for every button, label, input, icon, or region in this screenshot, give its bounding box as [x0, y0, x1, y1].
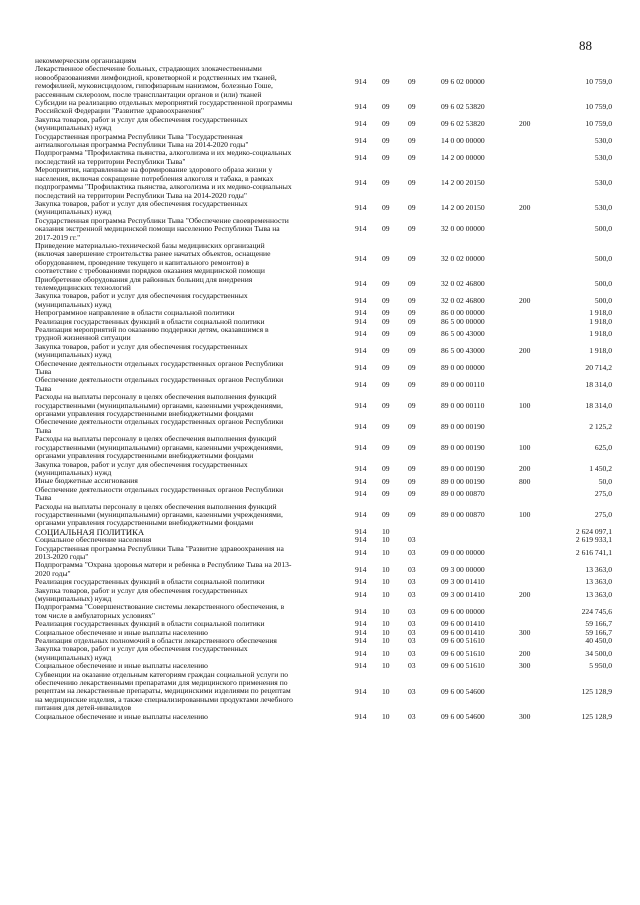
row-section-code: 10	[382, 619, 390, 629]
row-name: Государственная программа Республики Тыва "Обеспечение своевременности оказания экстренной медицинской помощи населению Республики Тыва на 2017-2019 гг."	[35, 215, 289, 242]
row-section-code: 10	[382, 535, 390, 545]
row-name: СОЦИАЛЬНАЯ ПОЛИТИКА	[35, 526, 145, 537]
row-name: Обеспечение деятельности отдельных государственных органов Республики Тыва	[35, 484, 284, 503]
row-subsection-code: 09	[408, 329, 416, 339]
row-section-code: 09	[382, 177, 390, 187]
table-row	[0, 200, 640, 217]
row-subsection-code: 09	[408, 135, 416, 145]
row-ministry-code: 914	[355, 77, 367, 87]
row-name: Расходы на выплаты персоналу в целях обеспечения выполнения функций государственными (муниципальными) органами, казенными учреждениями, органами управления государственными внебюджетными фондами	[35, 501, 283, 528]
row-name: Иные бюджетные ассигнования	[35, 476, 138, 486]
row-amount: 125 128,9	[581, 711, 612, 721]
row-article-code: 86 0 00 00000	[441, 308, 485, 318]
row-article-code: 14 0 00 00000	[441, 135, 485, 145]
row-subsection-code: 03	[408, 535, 416, 545]
row-article-code: 09 6 00 01410	[441, 627, 485, 637]
row-ministry-code: 914	[355, 362, 367, 372]
row-amount: 20 714,2	[585, 362, 612, 372]
budget-table	[0, 57, 640, 721]
row-article-code: 09 3 00 00000	[441, 564, 485, 574]
row-name: Социальное обеспечение и иные выплаты населению	[35, 627, 208, 637]
row-name: Закупка товаров, работ и услуг для обеспечения государственных (муниципальных) нужд	[35, 459, 248, 477]
row-name: Реализация государственных функций в области социальной политики	[35, 577, 265, 587]
row-section-code: 09	[382, 476, 390, 486]
row-subsection-code: 03	[408, 589, 416, 599]
row-subsection-code: 09	[408, 203, 416, 213]
table-row	[0, 99, 640, 116]
row-amount: 530,0	[594, 152, 612, 162]
page-number: 88	[579, 38, 592, 53]
row-article-code: 89 0 00 00870	[441, 509, 485, 519]
row-section-code: 09	[382, 329, 390, 339]
row-amount: 1 450,2	[589, 463, 612, 473]
row-subsection-code: 03	[408, 627, 416, 637]
row-article-code: 09 3 00 01410	[441, 589, 485, 599]
table-row	[0, 713, 640, 721]
row-subsection-code: 09	[408, 400, 416, 410]
row-ministry-code: 914	[355, 316, 367, 326]
row-subsection-code: 03	[408, 711, 416, 721]
row-name: Подпрограмма "Охрана здоровья матери и ребенка в Республике Тыва на 2013- 2020 годы"	[35, 560, 292, 578]
row-section-code: 09	[382, 346, 390, 356]
table-row	[0, 343, 640, 360]
row-article-code: 14 2 00 20150	[441, 203, 485, 213]
row-article-code: 32 0 02 46800	[441, 295, 485, 305]
row-section-code: 09	[382, 362, 390, 372]
row-subsection-code: 03	[408, 577, 416, 587]
row-ministry-code: 914	[355, 606, 367, 616]
row-amount: 10 759,0	[585, 77, 612, 87]
row-ministry-code: 914	[355, 547, 367, 557]
row-ministry-code: 914	[355, 627, 367, 637]
table-row	[0, 603, 640, 620]
row-section-code: 10	[382, 564, 390, 574]
row-amount: 275,0	[594, 509, 612, 519]
row-ministry-code: 914	[355, 278, 367, 288]
row-ministry-code: 914	[355, 421, 367, 431]
row-name: Реализация государственных функций в области социальной политики	[35, 619, 265, 629]
row-name: Приведение материально-технической базы медицинских организаций (включая завершение строительства ранее начатых объектов, оснащение оборудованием, проведение текущего и капитального ремонтов) в соответствие с требованиями порядков оказания медицинской помощи	[35, 240, 271, 276]
row-amount: 500,0	[594, 253, 612, 263]
row-amount: 18 314,0	[585, 379, 612, 389]
row-name: Закупка товаров, работ и услуг для обеспечения государственных (муниципальных) нужд	[35, 585, 248, 603]
table-row	[0, 503, 640, 528]
row-subsection-code: 09	[408, 253, 416, 263]
row-amount: 530,0	[594, 203, 612, 213]
row-expense-type-code: 200	[519, 119, 531, 129]
row-article-code: 09 6 02 00000	[441, 77, 485, 87]
row-article-code: 09 6 00 00000	[441, 606, 485, 616]
row-amount: 2 619 933,1	[575, 535, 612, 545]
table-row	[0, 545, 640, 562]
table-row	[0, 116, 640, 133]
row-ministry-code: 914	[355, 203, 367, 213]
row-ministry-code: 914	[355, 564, 367, 574]
row-section-code: 09	[382, 135, 390, 145]
row-subsection-code: 03	[408, 564, 416, 574]
row-subsection-code: 09	[408, 463, 416, 473]
row-expense-type-code: 200	[519, 463, 531, 473]
row-ministry-code: 914	[355, 135, 367, 145]
row-ministry-code: 914	[355, 636, 367, 646]
row-section-code: 09	[382, 224, 390, 234]
row-section-code: 09	[382, 488, 390, 498]
row-subsection-code: 09	[408, 362, 416, 372]
table-row	[0, 133, 640, 150]
row-section-code: 10	[382, 606, 390, 616]
row-amount: 50,0	[598, 476, 612, 486]
row-name: Социальное обеспечение населения	[35, 535, 152, 545]
row-section-code: 09	[382, 295, 390, 305]
row-amount: 500,0	[594, 278, 612, 288]
table-row	[0, 435, 640, 460]
row-name: Обеспечение деятельности отдельных государственных органов Республики Тыва	[35, 358, 284, 377]
table-row	[0, 418, 640, 435]
row-ministry-code: 914	[355, 686, 367, 696]
row-ministry-code: 914	[355, 648, 367, 658]
row-ministry-code: 914	[355, 329, 367, 339]
row-subsection-code: 03	[408, 686, 416, 696]
row-article-code: 89 0 00 00190	[441, 421, 485, 431]
table-row	[0, 461, 640, 478]
row-ministry-code: 914	[355, 661, 367, 671]
row-ministry-code: 914	[355, 346, 367, 356]
row-article-code: 89 0 00 00870	[441, 488, 485, 498]
row-name: Непрограммное направление в области социальной политики	[35, 308, 235, 318]
row-section-code: 09	[382, 379, 390, 389]
row-article-code: 14 2 00 00000	[441, 152, 485, 162]
row-ministry-code: 914	[355, 509, 367, 519]
row-amount: 59 166,7	[585, 619, 612, 629]
row-ministry-code: 914	[355, 177, 367, 187]
row-name: Обеспечение деятельности отдельных государственных органов Республики Тыва	[35, 417, 284, 435]
row-ministry-code: 914	[355, 102, 367, 112]
table-row	[0, 242, 640, 276]
row-name: Подпрограмма "Совершенствование системы лекарственного обеспечения, в том числе в амбулаторных условиях"	[35, 602, 285, 620]
row-amount: 34 500,0	[585, 648, 612, 658]
table-row	[0, 292, 640, 309]
row-subsection-code: 09	[408, 379, 416, 389]
row-expense-type-code: 100	[519, 400, 531, 410]
row-article-code: 09 6 00 51610	[441, 661, 485, 671]
row-section-code: 09	[382, 400, 390, 410]
row-ministry-code: 914	[355, 308, 367, 318]
row-amount: 2 125,2	[589, 421, 612, 431]
table-row	[0, 393, 640, 418]
row-subsection-code: 03	[408, 636, 416, 646]
row-expense-type-code: 100	[519, 442, 531, 452]
table-row	[0, 65, 640, 99]
row-amount: 2 624 097,1	[575, 526, 612, 536]
table-row	[0, 486, 640, 503]
row-section-code: 09	[382, 308, 390, 318]
row-amount: 530,0	[594, 177, 612, 187]
row-name: Закупка товаров, работ и услуг для обеспечения государственных (муниципальных) нужд	[35, 198, 248, 217]
row-amount: 10 759,0	[585, 102, 612, 112]
row-amount: 1 918,0	[589, 329, 612, 339]
row-subsection-code: 09	[408, 77, 416, 87]
row-name: Подпрограмма "Профилактика пьянства, алкоголизма и их медико-социальных последствий на территории Республики Тыва"	[35, 148, 292, 166]
row-name: некоммерческим организациям	[35, 56, 137, 65]
row-expense-type-code: 200	[519, 648, 531, 658]
row-article-code: 86 5 00 43000	[441, 329, 485, 339]
table-row	[0, 276, 640, 293]
row-subsection-code: 09	[408, 421, 416, 431]
table-row	[0, 166, 640, 200]
row-ministry-code: 914	[355, 577, 367, 587]
row-amount: 2 616 741,1	[575, 547, 612, 557]
row-amount: 13 363,0	[585, 589, 612, 599]
row-subsection-code: 09	[408, 442, 416, 452]
row-expense-type-code: 300	[519, 711, 531, 721]
row-amount: 10 759,0	[585, 119, 612, 129]
row-section-code: 09	[382, 77, 390, 87]
table-row	[0, 326, 640, 343]
row-ministry-code: 914	[355, 526, 367, 536]
row-ministry-code: 914	[355, 711, 367, 721]
row-section-code: 10	[382, 577, 390, 587]
row-name: Закупка товаров, работ и услуг для обеспечения государственных (муниципальных) нужд	[35, 114, 248, 133]
row-name: Приобретение оборудования для районных больниц для внедрения телемедицинских технологий	[35, 274, 253, 292]
row-article-code: 09 3 00 01410	[441, 577, 485, 587]
row-section-code: 10	[382, 589, 390, 599]
row-name: Социальное обеспечение и иные выплаты населению	[35, 661, 208, 671]
row-article-code: 86 5 00 43000	[441, 346, 485, 356]
row-name: Обеспечение деятельности отдельных государственных органов Республики Тыва	[35, 375, 284, 393]
row-name: Реализация государственных функций в области социальной политики	[35, 316, 265, 326]
row-article-code: 09 6 00 01410	[441, 619, 485, 629]
row-article-code: 32 0 02 46800	[441, 278, 485, 288]
row-section-code: 10	[382, 686, 390, 696]
row-expense-type-code: 100	[519, 509, 531, 519]
row-article-code: 09 6 00 51610	[441, 636, 485, 646]
row-expense-type-code: 200	[519, 346, 531, 356]
row-article-code: 32 0 02 00000	[441, 253, 485, 263]
table-row	[0, 587, 640, 604]
row-subsection-code: 09	[408, 224, 416, 234]
row-article-code: 09 6 00 54600	[441, 686, 485, 696]
row-section-code: 09	[382, 102, 390, 112]
row-amount: 40 450,0	[585, 636, 612, 646]
row-subsection-code: 03	[408, 661, 416, 671]
row-amount: 125 128,9	[581, 686, 612, 696]
row-amount: 530,0	[594, 135, 612, 145]
row-amount: 500,0	[594, 295, 612, 305]
row-section-code: 09	[382, 253, 390, 263]
row-subsection-code: 09	[408, 295, 416, 305]
row-article-code: 89 0 00 00110	[441, 379, 485, 389]
row-article-code: 89 0 00 00000	[441, 362, 485, 372]
row-subsection-code: 03	[408, 547, 416, 557]
row-section-code: 09	[382, 509, 390, 519]
row-article-code: 89 0 00 00110	[441, 400, 485, 410]
row-article-code: 89 0 00 00190	[441, 476, 485, 486]
row-name: Социальное обеспечение и иные выплаты населению	[35, 711, 208, 721]
row-expense-type-code: 300	[519, 627, 531, 637]
row-name: Закупка товаров, работ и услуг для обеспечения государственных (муниципальных) нужд	[35, 644, 248, 662]
row-article-code: 32 0 00 00000	[441, 224, 485, 234]
row-expense-type-code: 800	[519, 476, 531, 486]
row-ministry-code: 914	[355, 619, 367, 629]
table-row	[0, 149, 640, 166]
row-section-code: 09	[382, 203, 390, 213]
row-article-code: 89 0 00 00190	[441, 442, 485, 452]
row-amount: 18 314,0	[585, 400, 612, 410]
row-name: Закупка товаров, работ и услуг для обеспечения государственных (муниципальных) нужд	[35, 341, 248, 360]
row-subsection-code: 03	[408, 648, 416, 658]
row-article-code: 86 5 00 00000	[441, 316, 485, 326]
row-name: Реализация отдельных полномочий в области лекарственного обеспечения	[35, 636, 277, 646]
row-ministry-code: 914	[355, 224, 367, 234]
row-ministry-code: 914	[355, 295, 367, 305]
row-section-code: 09	[382, 316, 390, 326]
row-article-code: 89 0 00 00190	[441, 463, 485, 473]
row-ministry-code: 914	[355, 589, 367, 599]
row-section-code: 10	[382, 636, 390, 646]
row-amount: 224 745,6	[581, 606, 612, 616]
row-subsection-code: 09	[408, 509, 416, 519]
table-row	[0, 360, 640, 377]
row-amount: 13 363,0	[585, 564, 612, 574]
row-article-code: 09 6 00 54600	[441, 711, 485, 721]
row-expense-type-code: 200	[519, 295, 531, 305]
row-amount: 625,0	[594, 442, 612, 452]
row-subsection-code: 09	[408, 177, 416, 187]
row-article-code: 09 6 02 53820	[441, 102, 485, 112]
row-expense-type-code: 300	[519, 661, 531, 671]
row-ministry-code: 914	[355, 476, 367, 486]
table-row	[0, 376, 640, 393]
row-ministry-code: 914	[355, 119, 367, 129]
row-subsection-code: 03	[408, 606, 416, 616]
row-subsection-code: 09	[408, 152, 416, 162]
row-ministry-code: 914	[355, 488, 367, 498]
row-subsection-code: 09	[408, 316, 416, 326]
row-ministry-code: 914	[355, 535, 367, 545]
row-subsection-code: 09	[408, 102, 416, 112]
table-row	[0, 561, 640, 578]
row-amount: 1 918,0	[589, 346, 612, 356]
row-ministry-code: 914	[355, 463, 367, 473]
row-article-code: 09 6 00 51610	[441, 648, 485, 658]
row-name: Мероприятия, направленные на формирование здорового образа жизни у населения, включая сокращение потребления алкоголя и табака, в рамках подпрограммы "Профилактика пьянства, алкоголизма и их медико-социальных последствий на территории Республики Тыва на 2014-2020 годы"	[35, 165, 292, 200]
row-section-code: 10	[382, 526, 390, 536]
row-amount: 1 918,0	[589, 308, 612, 318]
table-row	[0, 671, 640, 713]
row-ministry-code: 914	[355, 400, 367, 410]
row-subsection-code: 03	[408, 619, 416, 629]
row-article-code: 09 0 00 00000	[441, 547, 485, 557]
row-name: Закупка товаров, работ и услуг для обеспечения государственных (муниципальных) нужд	[35, 291, 248, 309]
row-ministry-code: 914	[355, 379, 367, 389]
row-expense-type-code: 200	[519, 203, 531, 213]
row-section-code: 09	[382, 278, 390, 288]
row-ministry-code: 914	[355, 152, 367, 162]
row-subsection-code: 09	[408, 119, 416, 129]
row-amount: 13 363,0	[585, 577, 612, 587]
row-amount: 5 950,0	[589, 661, 612, 671]
row-name: Субвенции на оказание отдельным категориям граждан социальной услуги по обеспечению лекарственными препаратами для медицинского применения по рецептам на лекарственные препараты, медицинскими изделиями по рецептам на медицинские изделия, а также специализированными продуктами лечебного питания для детей-инвалидов	[35, 669, 293, 713]
row-subsection-code: 09	[408, 278, 416, 288]
table-row	[0, 645, 640, 662]
row-section-code: 09	[382, 463, 390, 473]
row-section-code: 10	[382, 627, 390, 637]
row-section-code: 09	[382, 442, 390, 452]
row-amount: 500,0	[594, 224, 612, 234]
row-section-code: 09	[382, 421, 390, 431]
row-expense-type-code: 200	[519, 589, 531, 599]
row-section-code: 09	[382, 152, 390, 162]
row-subsection-code: 09	[408, 346, 416, 356]
row-section-code: 10	[382, 661, 390, 671]
row-name: Расходы на выплаты персоналу в целях обеспечения выполнения функций государственными (муниципальными) органами, казенными учреждениями, органами управления государственными внебюджетными фондами	[35, 392, 283, 419]
row-section-code: 10	[382, 711, 390, 721]
row-amount: 59 166,7	[585, 627, 612, 637]
row-subsection-code: 09	[408, 476, 416, 486]
row-name: Лекарственное обеспечение больных, страдающих злокачественными новообразованиями лимфоидной, кроветворной и родственных им тканей, гемофилией, муковисцидозом, гипофизарным нанизмом, болезнью Гоше, рассеянным склерозом, после трансплантации органов и (или) тканей	[35, 64, 277, 99]
row-article-code: 09 6 02 53820	[441, 119, 485, 129]
row-name: Расходы на выплаты персоналу в целях обеспечения выполнения функций государственными (муниципальными) органами, казенными учреждениями, органами управления государственными внебюджетными фондами	[35, 434, 283, 461]
row-amount: 1 918,0	[589, 316, 612, 326]
table-row	[0, 217, 640, 242]
row-name: Реализация мероприятий по оказанию поддержки детям, оказавшимся в трудной жизненной ситуации	[35, 325, 269, 343]
row-ministry-code: 914	[355, 253, 367, 263]
row-name: Государственная программа Республики Тыва "Развитие здравоохранения на 2013-2020 годы"	[35, 543, 284, 561]
row-name: Государственная программа Республики Тыва "Государственная антиалкогольная программа Республики Тыва на 2014-2020 годы"	[35, 131, 249, 150]
row-article-code: 14 2 00 20150	[441, 177, 485, 187]
row-ministry-code: 914	[355, 442, 367, 452]
row-amount: 275,0	[594, 488, 612, 498]
row-section-code: 09	[382, 119, 390, 129]
row-subsection-code: 09	[408, 488, 416, 498]
row-section-code: 10	[382, 547, 390, 557]
row-section-code: 10	[382, 648, 390, 658]
row-subsection-code: 09	[408, 308, 416, 318]
row-name: Субсидии на реализацию отдельных мероприятий государственной программы Российской Федерации "Развитие здравоохранения"	[35, 98, 293, 116]
